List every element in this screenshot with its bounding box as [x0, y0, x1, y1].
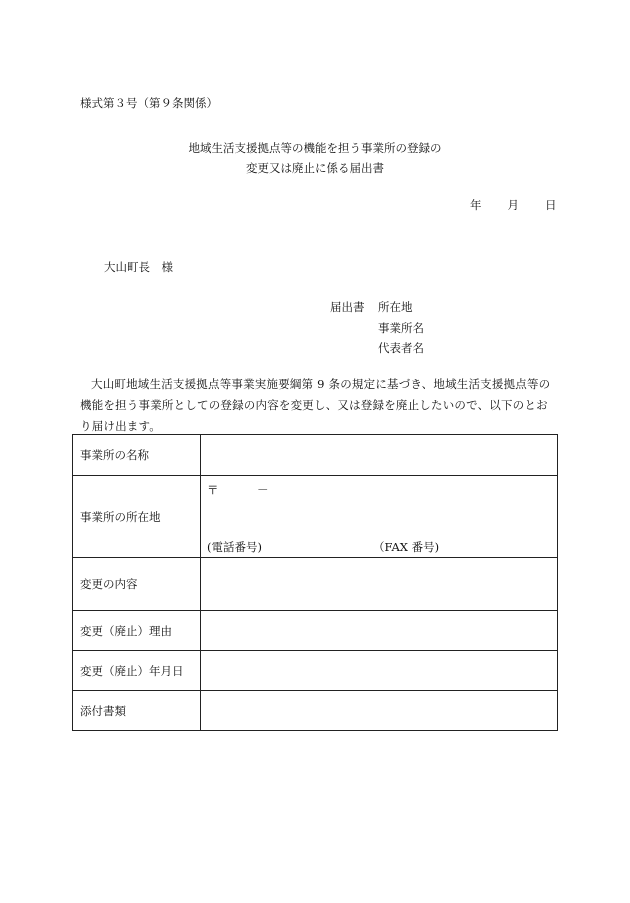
body-text: 大山町地域生活支援拠点等事業実施要綱第 9 条の規定に基づき、地域生活支援拠点等の機能を担う事業所としての登録の内容を変更し、又は登録を廃止したいので、以下のとおり届け出ます。 [80, 377, 551, 433]
change-reason-field[interactable] [201, 611, 558, 651]
postal-code-dash: － [257, 483, 269, 497]
applicant-representative-label: 代表者名 [378, 341, 424, 355]
date-day-label: 日 [545, 198, 557, 212]
date-line [470, 197, 557, 213]
form-number: 様式第３号（第９条関係） [80, 96, 218, 110]
document-title-line-1: 地域生活支援拠点等の機能を担う事業所の登録の [188, 141, 442, 155]
table-row [73, 651, 558, 691]
fax-number-label: （FAX 番号) [373, 540, 440, 554]
row-label-attachments: 添付書類 [73, 691, 201, 731]
table-row [73, 611, 558, 651]
row-label-facility-address: 事業所の所在地 [73, 476, 201, 558]
row-label-facility-name: 事業所の名称 [73, 435, 201, 476]
applicant-address-label: 所在地 [378, 300, 413, 314]
table-row [73, 435, 558, 476]
facility-address-field[interactable] [201, 476, 558, 558]
table-row [73, 558, 558, 611]
form-table [72, 434, 558, 731]
postal-mark: 〒 [207, 483, 219, 497]
row-label-change-reason: 変更（廃止）理由 [73, 611, 201, 651]
row-label-change-details: 変更の内容 [73, 558, 201, 611]
table-row [73, 476, 558, 558]
attachments-field[interactable] [201, 691, 558, 731]
facility-name-field[interactable] [201, 435, 558, 476]
change-date-field[interactable] [201, 651, 558, 691]
phone-number-label: (電話番号) [207, 540, 262, 554]
document-title-line-2: 変更又は廃止に係る届出書 [246, 161, 384, 175]
applicant-label: 届出書 [330, 300, 365, 314]
date-year-label: 年 [470, 198, 482, 212]
applicant-name-label: 事業所名 [378, 321, 424, 335]
table-row [73, 691, 558, 731]
recipient: 大山町長 様 [104, 260, 173, 274]
date-month-label: 月 [507, 198, 519, 212]
change-details-field[interactable] [201, 558, 558, 611]
row-label-change-date: 変更（廃止）年月日 [73, 651, 201, 691]
